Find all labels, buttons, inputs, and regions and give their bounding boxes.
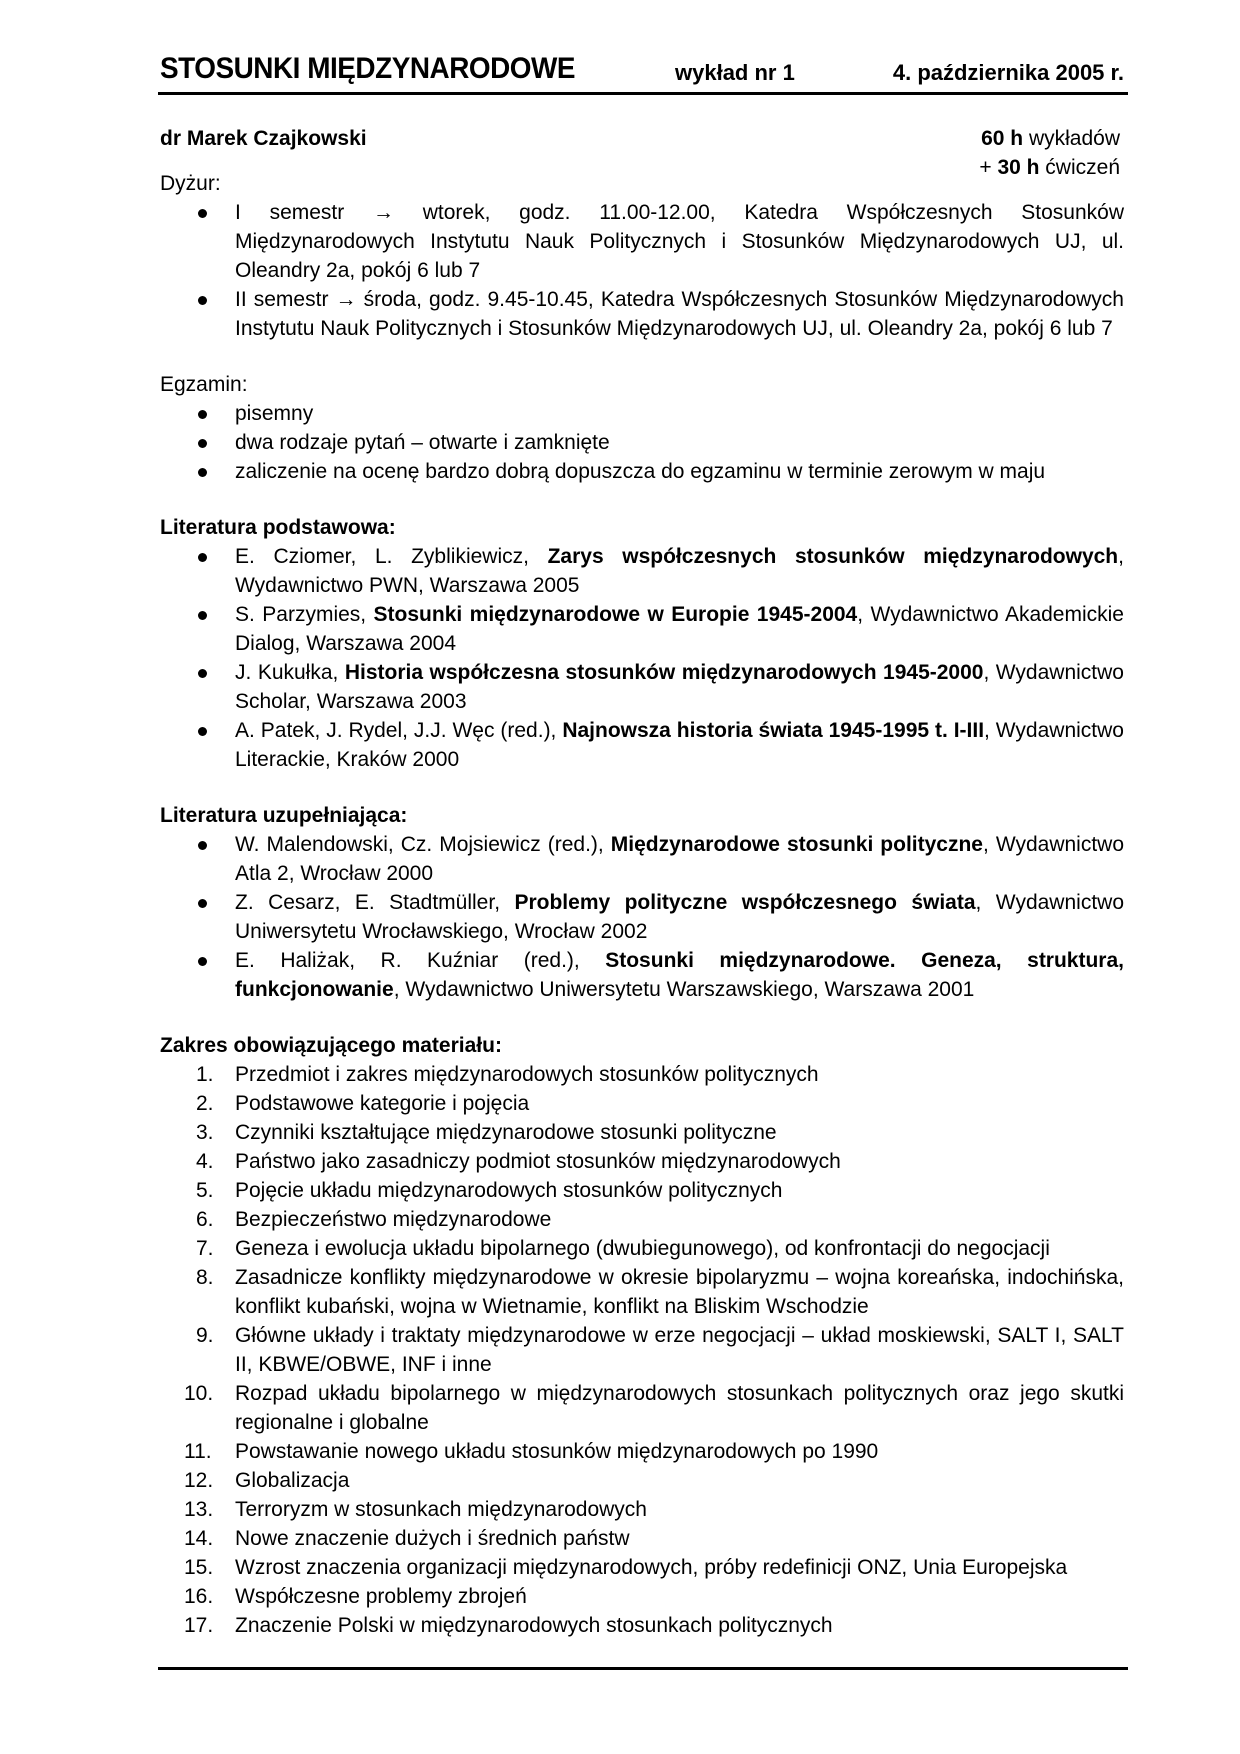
duty-title: Dyżur: [160,172,221,195]
topic-item: 15. Wzrost znaczenia organizacji międzynarodowych, próby redefinicji ONZ, Unia Europejska [184,1556,1068,1579]
bullet-icon [198,957,207,966]
list-item: pisemny [160,399,1124,428]
bullet-icon [198,841,207,850]
literature-item: W. Malendowski, Cz. Mojsiewicz (red.), Międzynarodowe stosunki polityczne, Wydawnictwo Atla 2, Wrocław 2000 [160,830,1124,888]
header-divider [158,92,1128,95]
bullet-icon [198,669,207,678]
topic-item: 2. Podstawowe kategorie i pojęcia [196,1092,530,1115]
topic-item: 10. Rozpad układu bipolarnego w międzynarodowych stosunkach politycznych oraz jego skutki regionalne i globalne [184,1382,1124,1434]
literature-item: S. Parzymies, Stosunki międzynarodowe w Europie 1945-2004, Wydawnictwo Akademickie Dialog, Warszawa 2004 [160,600,1124,658]
scope-title: Zakres obowiązującego materiału: [160,1034,502,1057]
bullet-icon [198,611,207,620]
document-body [160,124,1124,1640]
list-item: II semestr → środa, godz. 9.45-10.45, Katedra Współczesnych Stosunków Międzynarodowych Instytutu Nauk Politycznych i Stosunków Międzynarodowych UJ, ul. Oleandry 2a, pokój 6 lub 7 [160,285,1124,343]
bullet-icon [198,727,207,736]
topic-item: 13. Terroryzm w stosunkach międzynarodowych [184,1498,647,1521]
topic-item: 7. Geneza i ewolucja układu bipolarnego (dwubiegunowego), od konfrontacji do negocjacji [196,1237,1050,1260]
basic-literature-title: Literatura podstawowa: [160,516,396,539]
bullet-icon [198,468,207,477]
bullet-icon [198,410,207,419]
topic-item: 5. Pojęcie układu międzynarodowych stosunków politycznych [196,1179,783,1202]
bullet-icon [198,209,207,218]
document-title: STOSUNKI MIĘDZYNARODOWE [160,52,576,85]
literature-item: A. Patek, J. Rydel, J.J. Węc (red.), Najnowsza historia świata 1945-1995 t. I-III, Wydawnictwo Literackie, Kraków 2000 [160,716,1124,774]
bullet-icon [198,296,207,305]
scope-list [160,1060,1124,1640]
exam-title: Egzamin: [160,373,248,396]
topic-item: 3. Czynniki kształtujące międzynarodowe stosunki polityczne [196,1121,777,1144]
topic-item: 17. Znaczenie Polski w międzynarodowych stosunkach politycznych [184,1614,833,1637]
course-hours [979,124,1120,182]
literature-item: E. Cziomer, L. Zyblikiewicz, Zarys współczesnych stosunków międzynarodowych, Wydawnictwo PWN, Warszawa 2005 [160,542,1124,600]
topic-item: 12. Globalizacja [184,1469,350,1492]
topic-item: 9. Główne układy i traktaty międzynarodowe w erze negocjacji – układ moskiewski, SALT I, SALT II, KBWE/OBWE, INF i inne [196,1324,1124,1376]
footer-divider [158,1667,1128,1670]
basic-literature-list [160,542,1124,774]
topic-item: 14. Nowe znaczenie dużych i średnich państw [184,1527,630,1550]
lecture-date: 4. października 2005 r. [892,60,1124,85]
extra-literature-list [160,830,1124,1004]
literature-item: J. Kukułka, Historia współczesna stosunków międzynarodowych 1945-2000, Wydawnictwo Scholar, Warszawa 2003 [160,658,1124,716]
author-name: dr Marek Czajkowski [160,127,367,150]
extra-literature-title: Literatura uzupełniająca: [160,804,408,827]
list-item: dwa rodzaje pytań – otwarte i zamknięte [160,428,1124,457]
exam-list [160,399,1124,486]
topic-item: 8. Zasadnicze konflikty międzynarodowe w okresie bipolaryzmu – wojna koreańska, indochińska, konflikt kubański, wojna w Wietnamie, konflikt na Bliskim Wschodzie [196,1266,1124,1318]
topic-item: 4. Państwo jako zasadniczy podmiot stosunków międzynarodowych [196,1150,841,1173]
topic-item: 1. Przedmiot i zakres międzynarodowych stosunków politycznych [196,1063,819,1086]
list-item: zaliczenie na ocenę bardzo dobrą dopuszcza do egzaminu w terminie zerowym w maju [160,457,1124,486]
literature-item: E. Haliżak, R. Kuźniar (red.), Stosunki międzynarodowe. Geneza, struktura, funkcjonowanie, Wydawnictwo Uniwersytetu Warszawskiego, Warszawa 2001 [160,946,1124,1004]
list-item: I semestr → wtorek, godz. 11.00-12.00, Katedra Współczesnych Stosunków Międzynarodowych Instytutu Nauk Politycznych i Stosunków Międzynarodowych UJ, ul. Oleandry 2a, pokój 6 lub 7 [160,198,1124,285]
topic-item: 16. Współczesne problemy zbrojeń [184,1585,527,1608]
page-header [160,52,1126,92]
topic-item: 11. Powstawanie nowego układu stosunków międzynarodowych po 1990 [184,1440,879,1463]
author-line [160,124,1124,179]
duty-list [160,198,1124,343]
lecture-number: wykład nr 1 [675,60,795,85]
topic-item: 6. Bezpieczeństwo międzynarodowe [196,1208,552,1231]
bullet-icon [198,553,207,562]
exercise-hours: + 30 h ćwiczeń [979,156,1120,179]
literature-item: Z. Cesarz, E. Stadtmüller, Problemy polityczne współczesnego świata, Wydawnictwo Uniwersytetu Wrocławskiego, Wrocław 2002 [160,888,1124,946]
lecture-hours: 60 h wykładów [981,127,1120,150]
bullet-icon [198,899,207,908]
bullet-icon [198,439,207,448]
